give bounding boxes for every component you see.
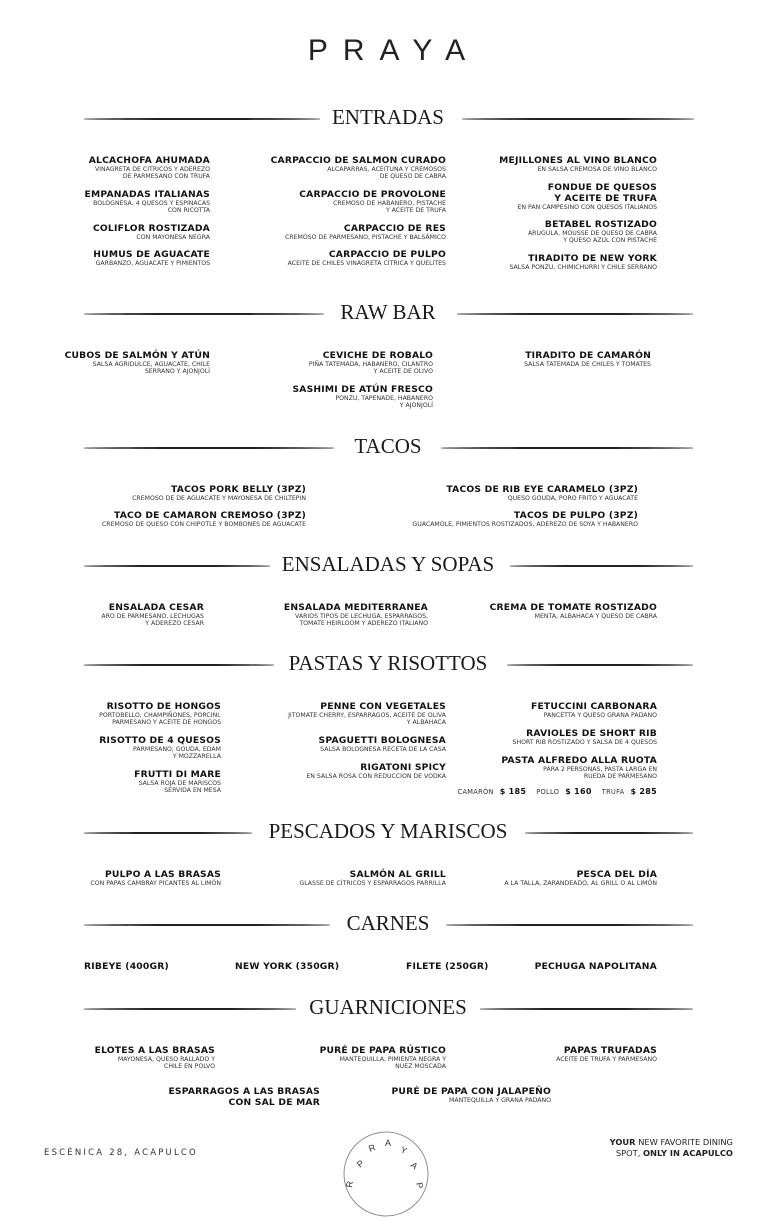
menu-item: PAPAS TRUFADAS ACEITE DE TRUFA Y PARMESANO	[556, 1045, 657, 1063]
price-options: CAMARÓN $ 185 POLLO $ 160 TRUFA $ 285	[457, 787, 657, 796]
menu-item: CARPACCIO DE SALMON CURADO ALCAPARRAS, ACEITUNA Y CREMOSOS DE QUESO DE CABRA	[270, 155, 446, 181]
menu-item: HUMUS DE AGUACATE GARBANZO, AGUACATE Y PIMIENTOS	[93, 249, 210, 267]
menu-item: PURÉ DE PAPA CON JALAPEÑO MANTEQUILLA Y GRANA PADANO	[391, 1086, 551, 1104]
menu-item: CARPACCIO DE PULPO ACEITE DE CHILES VINAGRETA CÍTRICA Y QUELITES	[287, 249, 446, 267]
menu-item: TIRADITO DE CAMARÓN SALSA TATEMADA DE CHILES Y TOMATES	[524, 350, 651, 368]
menu-item: RIGATONI SPICY EN SALSA ROSA CON REDUCCION DE VODKA	[306, 762, 446, 780]
menu-item: CREMA DE TOMATE ROSTIZADO MENTA, ALBAHACA Y QUESO DE CABRA	[489, 602, 657, 620]
menu-item: PULPO A LAS BRASAS CON PAPAS CAMBRAY PICANTES AL LIMÓN	[90, 869, 221, 887]
section-title-carnes: CARNES	[0, 911, 776, 936]
brand-logo: PRAYA	[307, 34, 481, 67]
svg-text:R: R	[367, 1142, 377, 1154]
menu-item: PESCA DEL DÍA A LA TALLA, ZARANDEADO, AL GRILL O AL LIMÓN	[504, 869, 657, 887]
menu-item: BETABEL ROSTIZADO ARUGULA, MOUSSE DE QUESO DE CABRA Y QUESO AZUL CON PISTACHE	[527, 219, 657, 245]
section-title-entradas: ENTRADAS	[0, 105, 776, 130]
menu-item: PECHUGA NAPOLITANA	[534, 961, 657, 972]
menu-item: PURÉ DE PAPA RÚSTICO MANTEQUILLA, PIMIENTA NEGRA Y NUEZ MOSCADA	[319, 1045, 446, 1071]
menu-item: SPAGUETTI BOLOGNESA SALSA BOLOGNESA RECETA DE LA CASA	[318, 735, 446, 753]
menu-item: RISOTTO DE HONGOS PORTOBELLO, CHAMPIÑONES, PORCINI, PARMESANO Y ACEITE DE HONGOS	[99, 701, 221, 727]
menu-item: SASHIMI DE ATÚN FRESCO PONZU, TAPENADE, HABANERO Y AJONJOLÍ	[292, 384, 433, 410]
section-title-ensaladas: ENSALADAS Y SOPAS	[0, 552, 776, 577]
section-title-guarniciones: GUARNICIONES	[0, 995, 776, 1020]
menu-item: FETUCCINI CARBONARA PANCETTA Y QUESO GRANA PADANO	[530, 701, 657, 719]
menu-item: FONDUE DE QUESOS Y ACEITE DE TRUFA EN PAN CAMPESINO CON QUESOS ITALIANOS	[517, 182, 657, 211]
menu-item: TACOS PORK BELLY (3PZ) CREMOSO DE DE AGUACATE Y MAYONESA DE CHILTEPIN	[132, 484, 306, 502]
menu-item: ENSALADA MEDITERRANEA VARIOS TIPOS DE LECHUGA, ESPARRAGOS, TOMATE HEIRLOOM Y ADEREZO ITALIANO	[283, 602, 428, 628]
menu-item: ESPARRAGOS A LAS BRASAS CON SAL DE MAR	[168, 1086, 320, 1108]
svg-text:P: P	[414, 1181, 425, 1190]
menu-item: ENSALADA CESAR ARO DE PARMESANO, LECHUGAS Y ADEREZO CESAR	[101, 602, 204, 628]
menu-item: CARPACCIO DE RES CREMOSO DE PARMESANO, PISTACHE Y BALSÁMICO	[284, 223, 446, 241]
menu-item: TIRADITO DE NEW YORK SALSA PONZU, CHIMICHURRI Y CHILE SERRANO	[509, 253, 657, 271]
svg-text:A: A	[408, 1159, 420, 1172]
menu-item: CARPACCIO DE PROVOLONE CREMOSO DE HABANERO, PISTACHE Y ACEITE DE TRUFA	[299, 189, 446, 215]
section-title-rawbar: RAW BAR	[0, 300, 776, 325]
menu-item: TACO DE CAMARON CREMOSO (3PZ) CREMOSO DE QUESO CON CHIPOTLE Y BOMBONES DE AGUACATE	[101, 510, 306, 528]
menu-item: COLIFLOR ROSTIZADA CON MAYONESA NEGRA	[92, 223, 210, 241]
address: ESCÉNICA 28, ACAPULCO	[44, 1148, 198, 1158]
section-title-pastas: PASTAS Y RISOTTOS	[0, 651, 776, 676]
menu-item: RAVIOLES DE SHORT RIB SHORT RIB ROSTIZADO Y SALSA DE 4 QUESOS	[512, 728, 657, 746]
svg-text:R: R	[344, 1180, 356, 1189]
menu-item: SALMÓN AL GRILL GLASSE DE CÍTRICOS Y ESPÁRRAGOS PARRILLA	[299, 869, 446, 887]
svg-text:P: P	[354, 1158, 366, 1170]
menu-item: EMPANADAS ITALIANAS BOLOGNESA, 4 QUESOS Y ESPINACAS CON RICOTTA	[84, 189, 210, 215]
menu-item: FILETE (250GR)	[406, 961, 489, 972]
menu-item: MEJILLONES AL VINO BLANCO EN SALSA CREMOSA DE VINO BLANCO	[499, 155, 657, 173]
menu-item: NEW YORK (350GR)	[235, 961, 340, 972]
section-title-tacos: TACOS	[0, 434, 776, 459]
menu-item: PASTA ALFREDO ALLA RUOTA PARA 2 PERSONAS, PASTA LARGA EN RUEDA DE PARMESANO	[501, 755, 657, 781]
menu-item: CUBOS DE SALMÓN Y ATÚN SALSA AGRIDULCE, AGUACATE, CHILE SERRANO Y AJONJOLÍ	[64, 350, 210, 376]
svg-text:Y: Y	[399, 1144, 409, 1156]
svg-text:A: A	[385, 1138, 392, 1148]
menu-item: FRUTTI DI MARE SALSA ROJA DE MARISCOS SERVIDA EN MESA	[134, 769, 221, 795]
menu-item: TACOS DE RIB EYE CARAMELO (3PZ) QUESO GOUDA, PORO FRITO Y AGUACATE	[446, 484, 638, 502]
praya-seal-logo	[340, 1128, 432, 1220]
menu-item: RIBEYE (400GR)	[84, 961, 169, 972]
tagline: YOUR NEW FAVORITE DINING SPOT, ONLY IN ACAPULCO	[609, 1137, 733, 1158]
menu-item: ALCACHOFA AHUMADA VINAGRETA DE CITRICOS Y ADEREZO DE PARMESANO CON TRUFA	[88, 155, 210, 181]
section-title-pescados: PESCADOS Y MARISCOS	[0, 819, 776, 844]
menu-item: ELOTES A LAS BRASAS MAYONESA, QUESO RALLADO Y CHILE EN POLVO	[94, 1045, 215, 1071]
menu-item: RISOTTO DE 4 QUESOS PARMESANO, GOUDA, EDAM Y MOZZARELLA	[99, 735, 221, 761]
menu-item: TACOS DE PULPO (3PZ) GUACAMOLE, PIMIENTOS ROSTIZADOS, ADEREZO DE SOYA Y HABANERO	[412, 510, 638, 528]
menu-item: PENNE CON VEGETALES JITOMATE CHERRY, ESPARRAGOS, ACEITE DE OLIVA Y ALBAHACA	[288, 701, 446, 727]
menu-item: CEVICHE DE ROBALO PIÑA TATEMADA, HABANERO, CILANTRO Y ACEITE DE OLIVO	[308, 350, 433, 376]
